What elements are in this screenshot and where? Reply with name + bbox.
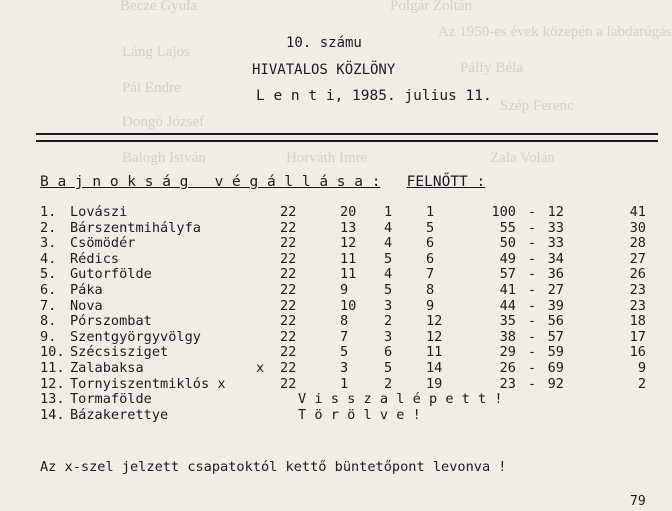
rank: 11. <box>40 360 65 376</box>
drawn: 6 <box>384 344 393 361</box>
bleed-line: Láng Lajos <box>122 44 190 60</box>
points: 41 <box>629 204 646 220</box>
won: 8 <box>340 313 349 330</box>
team-name: Nova <box>70 297 103 314</box>
won: 9 <box>340 282 349 298</box>
bleed-line: Dongó József <box>122 114 205 130</box>
drawn: 2 <box>384 313 393 330</box>
score-dash: - <box>528 297 537 314</box>
goals-against: 27 <box>547 282 564 298</box>
lost: 6 <box>426 250 435 267</box>
section-heading <box>40 174 485 190</box>
rank: 2. <box>40 219 57 236</box>
played: 22 <box>280 282 297 298</box>
penalty-mark: x <box>256 360 265 376</box>
bleed-line: Pálfy Béla <box>460 60 523 76</box>
lost: 1 <box>426 204 435 220</box>
team-name: Csömödér <box>70 235 136 252</box>
goals-against: 33 <box>547 219 564 236</box>
played: 22 <box>280 360 297 376</box>
team-name: Zalabaksa <box>70 360 144 376</box>
played: 22 <box>280 344 297 361</box>
goals-against: 92 <box>547 375 564 392</box>
lost: 11 <box>426 344 443 361</box>
goals-for: 44 <box>499 297 516 314</box>
goals-against: 69 <box>547 360 564 376</box>
goals-against: 33 <box>547 235 564 252</box>
score-dash: - <box>528 360 537 376</box>
header-rule-bottom <box>36 140 658 142</box>
drawn: 3 <box>384 328 393 345</box>
points: 23 <box>629 297 646 314</box>
points: 27 <box>629 250 646 267</box>
header-rule-top <box>36 133 658 135</box>
team-name: Bázakerettye <box>70 406 169 423</box>
goals-for: 50 <box>499 235 516 252</box>
section-category: FELNŐTT : <box>406 174 486 190</box>
withdrawal-status: T ö r ö l v e ! <box>298 406 421 423</box>
bleed-line: Az 1950-es évek közepén a labdarúgás <box>438 24 672 40</box>
played: 22 <box>280 375 297 392</box>
bleed-line: Becze Gyula <box>120 0 198 14</box>
lost: 7 <box>426 266 435 283</box>
played: 22 <box>280 219 297 236</box>
score-dash: - <box>528 266 537 283</box>
bleed-line: Szép Ferenc <box>500 98 574 114</box>
bleed-line: Polgár Zoltán <box>390 0 473 14</box>
lost: 9 <box>426 297 435 314</box>
played: 22 <box>280 313 297 330</box>
lost: 12 <box>426 328 443 345</box>
goals-for: 49 <box>499 250 516 267</box>
goals-against: 12 <box>547 204 564 220</box>
points: 26 <box>629 266 646 283</box>
rank: 10. <box>40 344 65 361</box>
rank: 14. <box>40 406 65 423</box>
lost: 19 <box>426 375 443 392</box>
page-number: 79 <box>630 494 646 509</box>
played: 22 <box>280 250 297 267</box>
rank: 8. <box>40 313 57 330</box>
points: 9 <box>637 360 646 376</box>
played: 22 <box>280 235 297 252</box>
score-dash: - <box>528 344 537 361</box>
drawn: 3 <box>384 297 393 314</box>
rank: 7. <box>40 297 57 314</box>
won: 12 <box>340 235 357 252</box>
lost: 14 <box>426 360 443 376</box>
team-name: Pórszombat <box>70 313 152 330</box>
drawn: 1 <box>384 204 393 220</box>
rank: 4. <box>40 250 57 267</box>
goals-against: 36 <box>547 266 564 283</box>
drawn: 5 <box>384 250 393 267</box>
score-dash: - <box>528 313 537 330</box>
points: 16 <box>629 344 646 361</box>
team-name: Szentgyörgyvölgy <box>70 328 201 345</box>
rank: 13. <box>40 391 65 408</box>
points: 28 <box>629 235 646 252</box>
team-name: Szécsisziget <box>70 344 169 361</box>
won: 11 <box>340 266 357 283</box>
points: 2 <box>637 375 646 392</box>
goals-for: 41 <box>499 282 516 298</box>
played: 22 <box>280 297 297 314</box>
goals-for: 29 <box>499 344 516 361</box>
goals-for: 23 <box>499 375 516 392</box>
score-dash: - <box>528 328 537 345</box>
bleed-line: Balogh István <box>122 150 206 166</box>
rank: 12. <box>40 375 65 392</box>
rank: 9. <box>40 328 57 345</box>
section-title: B a j n o k s á g v é g á l l á s a : <box>40 174 381 190</box>
goals-for: 26 <box>499 360 516 376</box>
drawn: 4 <box>384 266 393 283</box>
rank: 5. <box>40 266 57 283</box>
lost: 12 <box>426 313 443 330</box>
drawn: 2 <box>384 375 393 392</box>
lost: 5 <box>426 219 435 236</box>
bleed-line: Pál Endre <box>122 80 181 96</box>
points: 23 <box>629 282 646 298</box>
drawn: 4 <box>384 219 393 236</box>
played: 22 <box>280 266 297 283</box>
played: 22 <box>280 328 297 345</box>
place-date: L e n t i, 1985. julius 11. <box>256 88 492 104</box>
team-name: Lovászi <box>70 204 128 220</box>
score-dash: - <box>528 375 537 392</box>
goals-against: 57 <box>547 328 564 345</box>
footnote: Az x-szel jelzett csapatoktól kettő büntetőpont levonva ! <box>40 459 507 475</box>
team-name: Páka <box>70 282 103 298</box>
lost: 6 <box>426 235 435 252</box>
team-name: Bárszentmihályfa <box>70 219 201 236</box>
team-name: Tornyiszentmiklós x <box>70 375 226 392</box>
goals-for: 57 <box>499 266 516 283</box>
points: 17 <box>629 328 646 345</box>
team-name: Rédics <box>70 250 120 267</box>
score-dash: - <box>528 219 537 236</box>
won: 1 <box>340 375 349 392</box>
score-dash: - <box>528 204 537 220</box>
rank: 3. <box>40 235 57 252</box>
won: 20 <box>340 204 357 220</box>
points: 30 <box>629 219 646 236</box>
drawn: 5 <box>384 360 393 376</box>
score-dash: - <box>528 282 537 298</box>
won: 10 <box>340 297 357 314</box>
rank: 1. <box>40 204 57 220</box>
issue-number: 10. számu <box>286 35 362 51</box>
won: 7 <box>340 328 349 345</box>
score-dash: - <box>528 235 537 252</box>
goals-against: 59 <box>547 344 564 361</box>
won: 3 <box>340 360 349 376</box>
withdrawal-status: V i s s z a l é p e t t ! <box>298 391 503 408</box>
goals-for: 38 <box>499 328 516 345</box>
goals-against: 56 <box>547 313 564 330</box>
goals-against: 39 <box>547 297 564 314</box>
drawn: 5 <box>384 282 393 298</box>
rank: 6. <box>40 282 57 298</box>
team-name: Tormafölde <box>70 391 152 408</box>
played: 22 <box>280 204 297 220</box>
bleed-line: Horváth Imre <box>286 150 368 166</box>
goals-against: 34 <box>547 250 564 267</box>
score-dash: - <box>528 250 537 267</box>
won: 5 <box>340 344 349 361</box>
won: 11 <box>340 250 357 267</box>
points: 18 <box>629 313 646 330</box>
won: 13 <box>340 219 357 236</box>
goals-for: 100 <box>491 204 516 220</box>
publication-title: HIVATALOS KÖZLÖNY <box>252 62 396 78</box>
drawn: 4 <box>384 235 393 252</box>
goals-for: 55 <box>499 219 516 236</box>
lost: 8 <box>426 282 435 298</box>
bleed-line: Zala Volán <box>490 150 555 166</box>
team-name: Gutorfölde <box>70 266 152 283</box>
goals-for: 35 <box>499 313 516 330</box>
